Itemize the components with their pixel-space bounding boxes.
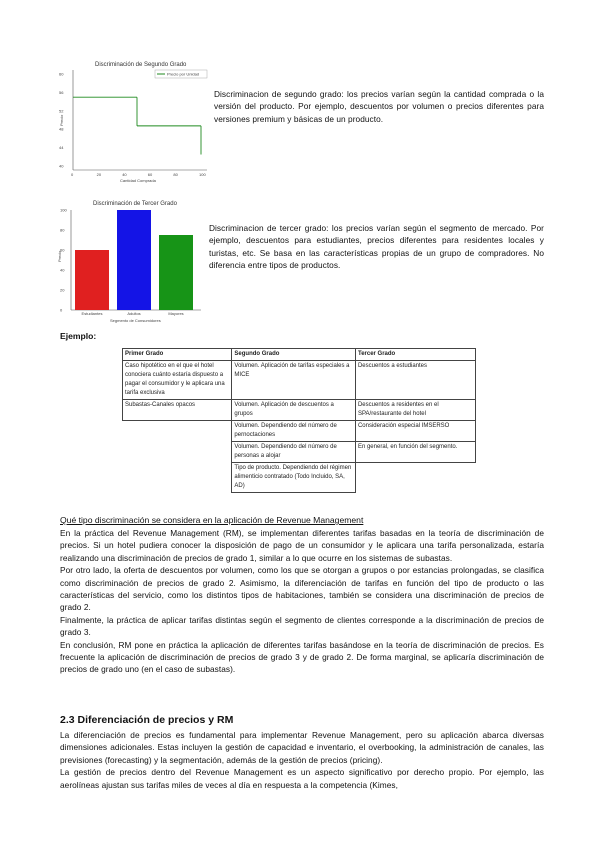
chart1-legend-label: Precio por Unidad bbox=[167, 71, 200, 77]
table-row bbox=[123, 442, 476, 463]
chart1-ytick: 48 bbox=[59, 126, 64, 132]
table-cell: En general, en función del segmento. bbox=[355, 442, 475, 463]
chart1-ytick: 56 bbox=[59, 89, 64, 95]
table-cell: Volumen. Dependiendo del número de personas a alojar bbox=[232, 442, 356, 463]
paragraph: Finalmente, la práctica de aplicar tarifas distintas según el segmento de clientes corresponde a la discriminación de precios de grado 3. bbox=[60, 614, 544, 638]
chart2-ytick: 100 bbox=[60, 207, 67, 213]
paragraph: En la práctica del Revenue Management (RM), se implementan diferentes tarifas basadas en la teoría de discriminación de precios. Si un hotel pudiera conocer la disposición de pago de un consumidor y le aplicara una tarifa personalizada, estaría realizando una discriminación de precios de grado 1, similar a lo que ocurre en los sistemas de subastas. bbox=[60, 528, 544, 563]
chart1-xtick: 100 bbox=[199, 172, 206, 177]
chart2-title: Discriminación de Tercer Grado bbox=[93, 201, 177, 207]
chart1-xtick: 20 bbox=[96, 172, 102, 177]
chart1-xtick: 0 bbox=[71, 172, 74, 177]
section-heading: 2.3 Diferenciación de precios y RM bbox=[60, 714, 234, 726]
chart2-ytick: 20 bbox=[60, 287, 65, 293]
table-header: Tercer Grado bbox=[355, 349, 475, 361]
paragraph: La diferenciación de precios es fundamental para implementar Revenue Management, pero su aplicación abarca diversas dimensiones adicionales. Estas incluyen la gestión de capacidad e inventario, el overbooking, la administración de canales, las previsiones (forecasting) y la segmentación, además de la gestión de precios (pricing). bbox=[60, 730, 544, 765]
chart1-ytick: 52 bbox=[59, 108, 64, 114]
chart1-ylabel: Precio bbox=[59, 114, 64, 126]
third-grade-description: Discriminacion de tercer grado: los precios varían según el segmento de mercado. Por ejemplo, descuentos para estudiantes, precios diferentes para residentes locales y turistas, etc. Se basa en las características propias de un grupo de compradores. No diferencia entre tipos de productos. bbox=[209, 223, 544, 271]
table-cell bbox=[123, 463, 232, 493]
chart2-ytick: 60 bbox=[60, 247, 65, 253]
chart1-xtick: 60 bbox=[147, 172, 153, 177]
table-row bbox=[123, 400, 476, 421]
table-cell bbox=[123, 442, 232, 463]
question-heading: Qué tipo discriminación se considera en la aplicación de Revenue Management bbox=[60, 515, 364, 525]
table-header: Primer Grado bbox=[123, 349, 232, 361]
third-grade-chart bbox=[55, 196, 205, 324]
paragraph: La gestión de precios dentro del Revenue Management es un aspecto significativo por derecho propio. Por ejemplo, las aerolíneas ajustan sus tarifas miles de veces al día en respuesta a la competencia (Kimes, bbox=[60, 767, 544, 790]
second-grade-description: Discriminacion de segundo grado: los precios varían según la cantidad comprada o la versión del producto. Por ejemplo, descuentos por volumen o precios diferentes para versiones premium y básicas de un producto. bbox=[214, 89, 544, 124]
table-cell: Volumen. Aplicación de tarifas especiales a MICE bbox=[232, 361, 356, 400]
chart2-xlabel: Segmento de Consumidores bbox=[110, 318, 161, 323]
chart1-ytick: 44 bbox=[59, 145, 64, 151]
table-cell: Caso hipotético en el que el hotel conociera cuánto estaría dispuesto a pagar el consumidor y le aplicara una tarifa exclusiva bbox=[123, 361, 232, 400]
chart2-ytick: 0 bbox=[60, 307, 63, 313]
chart2-ylabel: Precio bbox=[57, 250, 62, 262]
paragraph: Por otro lado, la oferta de descuentos por volumen, como los que se otorgan a grupos o por estancias prolongadas, se clasifica como discriminación de precios de grado 2. Asimismo, la diferenciación de tarifas en función del tipo de producto o las características del servicio, como los distintos tipos de habitaciones, también se considera una discriminación de precios de grado 2. bbox=[60, 565, 544, 613]
section-paragraphs bbox=[60, 729, 544, 791]
chart1-ytick: 60 bbox=[59, 71, 64, 77]
table-cell: Subastas-Canales opacos bbox=[123, 400, 232, 421]
example-table bbox=[122, 348, 476, 493]
table-cell: Consideración especial IMSERSO bbox=[355, 421, 475, 442]
paragraph: En conclusión, RM pone en práctica la aplicación de diferentes tarifas basándose en la teoría de discriminación de precios. Es frecuente la aplicación de discriminación de precios de grado 3 y de grado 2. De forma marginal, se aplicaría discriminación de precios de grado uno (en el caso de subastas). bbox=[60, 639, 544, 675]
chart2-bar bbox=[117, 210, 151, 310]
table-cell: Tipo de producto. Dependiendo del régimen alimenticio contratado (Todo Incluido, SA, AD) bbox=[232, 463, 356, 493]
chart2-ytick: 80 bbox=[60, 227, 65, 233]
table-row bbox=[123, 421, 476, 442]
table-cell: Volumen. Aplicación de descuentos a grupos bbox=[232, 400, 356, 421]
chart1-xlabel: Cantidad Comprada bbox=[120, 178, 156, 183]
chart2-ytick: 40 bbox=[60, 267, 65, 273]
chart2-category: Adultos bbox=[127, 311, 141, 316]
chart2-bar bbox=[75, 250, 109, 310]
second-grade-chart bbox=[55, 56, 215, 186]
chart2-category: Mayores bbox=[168, 311, 184, 316]
chart1-xtick: 80 bbox=[173, 172, 178, 177]
table-row bbox=[123, 463, 476, 493]
table-cell: Volumen. Dependiendo del número de pernoctaciones bbox=[232, 421, 356, 442]
chart1-title: Discriminación de Segundo Grado bbox=[95, 62, 187, 68]
table-row bbox=[123, 361, 476, 400]
table-cell: Descuentos a estudiantes bbox=[355, 361, 475, 400]
table-header: Segundo Grado bbox=[232, 349, 356, 361]
chart1-xtick: 40 bbox=[122, 172, 127, 177]
table-cell bbox=[355, 463, 475, 493]
chart2-category: Estudiantes bbox=[81, 311, 103, 316]
example-label: Ejemplo: bbox=[60, 331, 97, 341]
table-cell bbox=[123, 421, 232, 442]
chart2-bar bbox=[159, 235, 193, 310]
body-paragraphs bbox=[60, 527, 544, 676]
table-header-row bbox=[123, 349, 476, 361]
table-cell: Descuentos a residentes en el SPA/restaurante del hotel bbox=[355, 400, 475, 421]
chart1-ytick: 40 bbox=[59, 163, 64, 169]
